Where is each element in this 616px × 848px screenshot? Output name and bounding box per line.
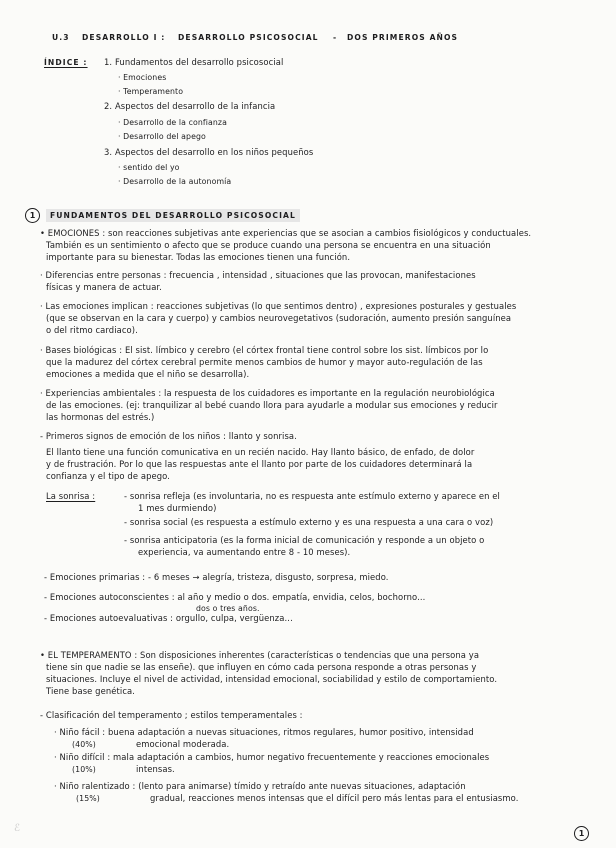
- body-line: También es un sentimiento o afecto que se produce cuando una persona se encuentra en una situación: [46, 240, 491, 250]
- body-line: Tiene base genética.: [46, 686, 136, 696]
- body-line: experiencia, va aumentando entre 8 - 10 meses).: [138, 547, 351, 557]
- section-number-badge: 1: [25, 208, 40, 223]
- index-item: · Desarrollo de la autonomía: [118, 177, 232, 186]
- body-line: · Niño difícil : mala adaptación a cambios, humor negativo frecuentemente y reacciones emocionales: [54, 752, 490, 762]
- page-number: 1: [574, 826, 589, 841]
- index-item: 2. Aspectos del desarrollo de la infancia: [104, 101, 276, 111]
- body-line: (que se observan en la cara y cuerpo) y cambios neurovegetativos (sudoración, aumento presión sanguínea: [46, 313, 512, 323]
- body-line: - Emociones autoconscientes : al año y medio o dos. empatía, envidia, celos, bochorno...: [44, 592, 426, 602]
- body-line: - Clasificación del temperamento ; estilos temperamentales :: [40, 710, 303, 720]
- header-dash: -: [333, 33, 338, 42]
- index-item: · sentido del yo: [118, 163, 180, 172]
- body-line: • EMOCIONES : son reacciones subjetivas ante experiencias que se asocian a cambios fisiológicos y conductuales.: [40, 228, 532, 238]
- body-line: intensas.: [136, 764, 175, 774]
- body-line: que la madurez del córtex cerebral permite menos cambios de humor y mayor auto-regulación de las: [46, 357, 483, 367]
- body-line: · Las emociones implican : reacciones subjetivas (lo que sentimos dentro) , expresiones posturales y gestuales: [40, 301, 517, 311]
- body-line: situaciones. Incluye el nivel de actividad, intensidad emocional, sociabilidad y estilo de comportamiento.: [46, 674, 498, 684]
- header-years: DOS PRIMEROS AÑOS: [347, 33, 459, 42]
- index-item: · Emociones: [118, 73, 167, 82]
- body-line: gradual, reacciones menos intensas que el difícil pero más lentas para el entusiasmo.: [150, 793, 519, 803]
- body-line: - sonrisa refleja (es involuntaria, no es respuesta ante estímulo externo y aparece en el: [124, 491, 500, 501]
- header-subtitle: DESARROLLO PSICOSOCIAL: [178, 33, 319, 42]
- body-line: dos o tres años.: [196, 604, 260, 613]
- body-line: El llanto tiene una función comunicativa en un recién nacido. Hay llanto básico, de enfado, de dolor: [46, 447, 475, 457]
- percent-label: (10%): [72, 765, 96, 774]
- body-line: tiene sin que nadie se las enseñe). que influyen en cómo cada persona responde a otras personas y: [46, 662, 477, 672]
- body-line: - Emociones autoevaluativas : orgullo, culpa, vergüenza...: [44, 613, 293, 623]
- section-title: FUNDAMENTOS DEL DESARROLLO PSICOSOCIAL: [46, 209, 300, 222]
- header-title: DESARROLLO I :: [82, 33, 166, 42]
- body-line: · Experiencias ambientales : la respuesta de los cuidadores es importante en la regulación neurobiológica: [40, 388, 495, 398]
- body-line: emocional moderada.: [136, 739, 230, 749]
- percent-label: (15%): [76, 794, 100, 803]
- percent-label: (40%): [72, 740, 96, 749]
- body-line: · Diferencias entre personas : frecuencia , intensidad , situaciones que las provocan, manifestaciones: [40, 270, 476, 280]
- faint-mark: ℰ: [14, 823, 21, 834]
- body-line: - sonrisa social (es respuesta a estímulo externo y es una respuesta a una cara o voz): [124, 517, 494, 527]
- index-label: ÍNDICE :: [44, 58, 88, 67]
- body-line: · Bases biológicas : El sist. límbico y cerebro (el córtex frontal tiene control sobre los sist. límbicos por lo: [40, 345, 489, 355]
- body-line: · Niño fácil : buena adaptación a nuevas situaciones, ritmos regulares, humor positivo, intensidad: [54, 727, 474, 737]
- index-item: · Desarrollo de la confianza: [118, 118, 227, 127]
- index-item: · Temperamento: [118, 87, 184, 96]
- body-line: · Niño ralentizado : (lento para animarse) tímido y retraído ante nuevas situaciones, adaptación: [54, 781, 466, 791]
- body-line: y de frustración. Por lo que las respuestas ante el llanto por parte de los cuidadores determinará la: [46, 459, 473, 469]
- body-line: importante para su bienestar. Todas las emociones tienen una función.: [46, 252, 351, 262]
- unit-label: U.3: [52, 33, 70, 42]
- index-item: 3. Aspectos del desarrollo en los niños pequeños: [104, 147, 314, 157]
- smile-label: La sonrisa :: [46, 491, 96, 501]
- body-line: físicas y manera de actuar.: [46, 282, 162, 292]
- body-line: • EL TEMPERAMENTO : Son disposiciones inherentes (características o tendencias que una persona ya: [40, 650, 480, 660]
- body-line: - Primeros signos de emoción de los niños : llanto y sonrisa.: [40, 431, 297, 441]
- index-item: 1. Fundamentos del desarrollo psicosocial: [104, 57, 284, 67]
- body-line: confianza y el tipo de apego.: [46, 471, 171, 481]
- index-item: · Desarrollo del apego: [118, 132, 206, 141]
- body-line: - sonrisa anticipatoria (es la forma inicial de comunicación y responde a un objeto o: [124, 535, 485, 545]
- body-line: emociones a medida que el niño se desarrolla).: [46, 369, 250, 379]
- body-line: 1 mes durmiendo): [138, 503, 217, 513]
- body-line: de las emociones. (ej: tranquilizar al bebé cuando llora para ayudarle a modular sus emociones y reducir: [46, 400, 498, 410]
- body-line: o del ritmo cardiaco).: [46, 325, 138, 335]
- body-line: - Emociones primarias : - 6 meses → alegría, tristeza, disgusto, sorpresa, miedo.: [44, 572, 389, 582]
- body-line: las hormonas del estrés.): [46, 412, 155, 422]
